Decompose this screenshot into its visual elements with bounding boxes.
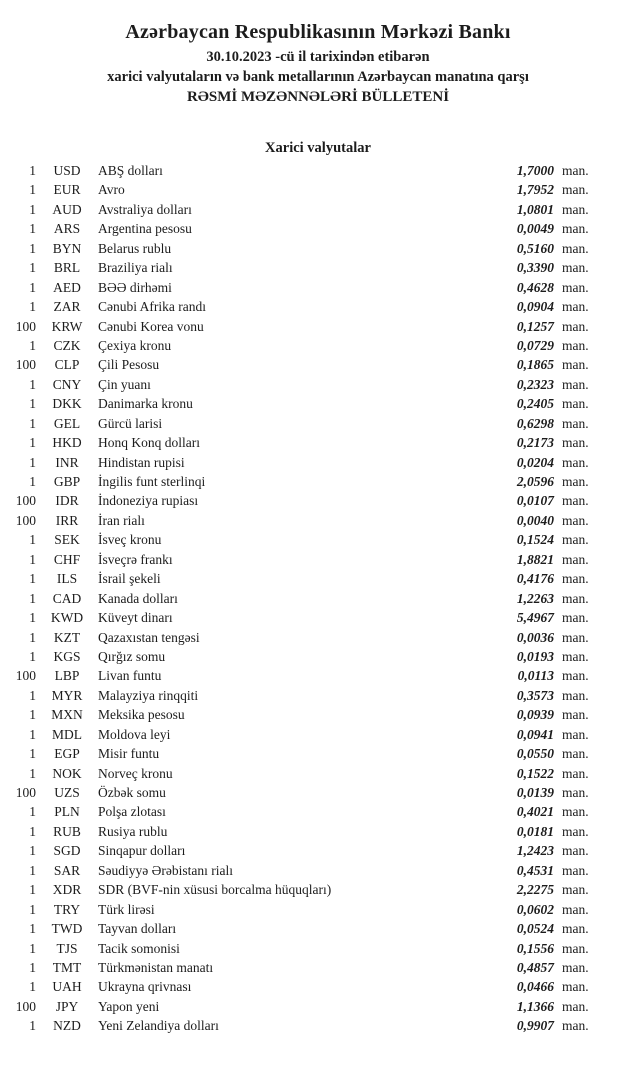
table-row bbox=[8, 958, 592, 977]
currency-code-cell: GEL bbox=[53, 415, 81, 431]
rate-value-cell: 0,3390 bbox=[516, 260, 554, 276]
unit-label-cell: man. bbox=[562, 396, 589, 412]
table-row bbox=[8, 239, 592, 258]
currency-name-cell: Hindistan rupisi bbox=[98, 454, 185, 470]
quantity-cell: 100 bbox=[15, 785, 36, 800]
unit-label-cell: man. bbox=[562, 707, 589, 723]
currency-name-cell: Malayziya rinqqiti bbox=[98, 687, 199, 703]
rate-value-cell: 0,4628 bbox=[516, 279, 554, 295]
currency-code-cell: KWD bbox=[50, 610, 84, 626]
unit-label-cell: man. bbox=[562, 940, 589, 956]
currency-code-cell: UAH bbox=[52, 979, 82, 995]
quantity-cell: 1 bbox=[29, 823, 36, 839]
table-row bbox=[8, 744, 592, 763]
currency-name-cell: Gürcü larisi bbox=[98, 415, 163, 431]
currency-code-cell: EUR bbox=[53, 182, 81, 198]
quantity-cell: 100 bbox=[15, 668, 36, 684]
table-row bbox=[8, 317, 592, 336]
unit-label-cell: man. bbox=[562, 979, 589, 995]
currency-name-cell: Kanada dolları bbox=[98, 590, 178, 606]
quantity-cell: 1 bbox=[29, 746, 36, 762]
rate-value-cell: 1,7952 bbox=[516, 182, 554, 198]
rate-value-cell: 0,0139 bbox=[516, 785, 554, 800]
currency-name-cell: Küveyt dinarı bbox=[98, 610, 173, 626]
quantity-cell: 1 bbox=[29, 435, 36, 451]
rate-value-cell: 0,4857 bbox=[516, 959, 554, 975]
currency-code-cell: ARS bbox=[53, 221, 81, 237]
currency-code-cell: TJS bbox=[56, 940, 78, 956]
table-row bbox=[8, 219, 592, 238]
currency-name-cell: Yeni Zelandiya dolları bbox=[98, 1018, 219, 1034]
unit-label-cell: man. bbox=[562, 590, 589, 606]
currency-code-cell: MYR bbox=[51, 687, 83, 703]
unit-label-cell: man. bbox=[562, 959, 589, 975]
table-row bbox=[8, 180, 592, 199]
quantity-cell: 1 bbox=[29, 882, 36, 898]
quantity-cell: 1 bbox=[29, 610, 36, 626]
table-row bbox=[8, 1016, 592, 1035]
currency-name-cell: Qırğız somu bbox=[98, 648, 166, 664]
currency-name-cell: Livan funtu bbox=[98, 668, 162, 684]
quantity-cell: 1 bbox=[29, 396, 36, 412]
quantity-cell: 1 bbox=[29, 299, 36, 315]
currency-code-cell: BYN bbox=[52, 240, 82, 256]
rate-value-cell: 0,2323 bbox=[516, 376, 554, 392]
table-row bbox=[8, 919, 592, 938]
table-row bbox=[8, 161, 592, 180]
table-row bbox=[8, 550, 592, 569]
unit-label-cell: man. bbox=[562, 901, 589, 917]
table-row bbox=[8, 997, 592, 1016]
quantity-cell: 1 bbox=[29, 979, 36, 995]
currency-name-cell: BƏƏ dirhəmi bbox=[98, 279, 172, 295]
currency-name-cell: Tacik somonisi bbox=[98, 940, 180, 956]
table-row bbox=[8, 647, 592, 666]
unit-label-cell: man. bbox=[562, 862, 589, 878]
table-row bbox=[8, 278, 592, 297]
currency-name-cell: İndoneziya rupiası bbox=[98, 493, 199, 509]
currency-name-cell: Rusiya rublu bbox=[98, 823, 168, 839]
table-row bbox=[8, 375, 592, 394]
currency-name-cell: Çin yuanı bbox=[98, 376, 151, 392]
table-row bbox=[8, 686, 592, 705]
rate-value-cell: 0,0729 bbox=[516, 337, 554, 353]
quantity-cell: 1 bbox=[29, 629, 36, 645]
rate-value-cell: 1,2263 bbox=[516, 590, 554, 606]
currency-name-cell: İsveç kronu bbox=[98, 532, 162, 548]
unit-label-cell: man. bbox=[562, 610, 589, 626]
unit-label-cell: man. bbox=[562, 318, 589, 334]
table-row bbox=[8, 802, 592, 821]
table-row bbox=[8, 783, 592, 802]
rate-value-cell: 0,1524 bbox=[516, 532, 554, 548]
unit-label-cell: man. bbox=[562, 240, 589, 256]
table-row bbox=[8, 569, 592, 588]
rate-value-cell: 0,0466 bbox=[516, 979, 554, 995]
table-row bbox=[8, 666, 592, 685]
currency-code-cell: CHF bbox=[53, 551, 81, 567]
table-row bbox=[8, 841, 592, 860]
currency-name-cell: Avstraliya dolları bbox=[98, 201, 192, 217]
unit-label-cell: man. bbox=[562, 1018, 589, 1034]
currency-name-cell: Tayvan dolları bbox=[98, 921, 177, 937]
quantity-cell: 1 bbox=[29, 240, 36, 256]
quantity-cell: 1 bbox=[29, 921, 36, 937]
unit-label-cell: man. bbox=[562, 512, 589, 528]
quantity-cell: 1 bbox=[29, 182, 36, 198]
rate-value-cell: 5,4967 bbox=[516, 610, 554, 626]
quantity-cell: 1 bbox=[29, 959, 36, 975]
bank-name: Azərbaycan Respublikasının Mərkəzi Bankı bbox=[125, 21, 511, 43]
unit-label-cell: man. bbox=[562, 746, 589, 762]
currency-code-cell: INR bbox=[55, 454, 79, 470]
unit-label-cell: man. bbox=[562, 299, 589, 315]
rate-value-cell: 0,4021 bbox=[516, 804, 554, 820]
quantity-cell: 1 bbox=[29, 940, 36, 956]
table-row bbox=[8, 433, 592, 452]
quantity-cell: 1 bbox=[29, 648, 36, 664]
table-row bbox=[8, 336, 592, 355]
unit-label-cell: man. bbox=[562, 201, 589, 217]
rate-value-cell: 0,0204 bbox=[516, 454, 554, 470]
bulletin-title: RƏSMİ MƏZƏNNƏLƏRİ BÜLLETENİ bbox=[186, 89, 450, 105]
unit-label-cell: man. bbox=[562, 882, 589, 898]
rate-value-cell: 1,1366 bbox=[516, 998, 554, 1014]
unit-label-cell: man. bbox=[562, 454, 589, 470]
quantity-cell: 1 bbox=[29, 804, 36, 820]
table-row bbox=[8, 725, 592, 744]
rate-value-cell: 0,0181 bbox=[516, 823, 554, 839]
table-row bbox=[8, 705, 592, 724]
currency-code-cell: MXN bbox=[51, 707, 83, 723]
rate-value-cell: 1,2423 bbox=[516, 843, 554, 859]
currency-name-cell: Honq Konq dolları bbox=[98, 435, 200, 451]
unit-label-cell: man. bbox=[562, 532, 589, 548]
quantity-cell: 100 bbox=[15, 318, 36, 334]
currency-code-cell: ZAR bbox=[53, 299, 81, 315]
table-row bbox=[8, 530, 592, 549]
quantity-cell: 1 bbox=[29, 454, 36, 470]
currency-name-cell: İngilis funt sterlinqi bbox=[98, 474, 206, 489]
unit-label-cell: man. bbox=[562, 376, 589, 392]
table-row bbox=[8, 628, 592, 647]
rate-value-cell: 0,0602 bbox=[516, 901, 554, 917]
table-row bbox=[8, 511, 592, 530]
currency-code-cell: HKD bbox=[52, 435, 82, 451]
currency-name-cell: Argentina pesosu bbox=[98, 221, 192, 237]
unit-label-cell: man. bbox=[562, 668, 589, 684]
quantity-cell: 100 bbox=[15, 357, 36, 373]
table-row bbox=[8, 472, 592, 491]
rate-value-cell: 0,0904 bbox=[516, 299, 554, 315]
exchange-rates-table bbox=[0, 161, 620, 1036]
table-row bbox=[8, 453, 592, 472]
unit-label-cell: man. bbox=[562, 921, 589, 937]
table-row bbox=[8, 258, 592, 277]
rate-value-cell: 1,7000 bbox=[516, 163, 554, 178]
currency-code-cell: MDL bbox=[52, 726, 82, 742]
currency-name-cell: Türkmənistan manatı bbox=[98, 959, 214, 975]
section-title-foreign-currencies: Xarici valyutalar bbox=[265, 140, 371, 156]
quantity-cell: 1 bbox=[29, 687, 36, 703]
unit-label-cell: man. bbox=[562, 357, 589, 373]
table-row bbox=[8, 608, 592, 627]
currency-code-cell: BRL bbox=[53, 260, 81, 276]
table-row bbox=[8, 880, 592, 899]
currency-code-cell: NZD bbox=[53, 1018, 81, 1034]
rate-value-cell: 0,2405 bbox=[516, 396, 554, 412]
currency-code-cell: SGD bbox=[53, 843, 81, 859]
quantity-cell: 1 bbox=[29, 474, 36, 489]
currency-code-cell: SEK bbox=[54, 532, 80, 548]
quantity-cell: 100 bbox=[15, 493, 36, 509]
currency-code-cell: TMT bbox=[52, 959, 82, 975]
rate-value-cell: 2,0596 bbox=[516, 474, 554, 489]
rate-value-cell: 0,0941 bbox=[516, 726, 554, 742]
quantity-cell: 1 bbox=[29, 279, 36, 295]
quantity-cell: 1 bbox=[29, 765, 36, 781]
currency-name-cell: İran rialı bbox=[98, 512, 145, 528]
rate-value-cell: 0,4531 bbox=[516, 862, 554, 878]
quantity-cell: 1 bbox=[29, 571, 36, 587]
currency-code-cell: DKK bbox=[52, 396, 82, 412]
table-row bbox=[8, 394, 592, 413]
currency-code-cell: JPY bbox=[55, 998, 79, 1014]
rate-value-cell: 0,0193 bbox=[516, 648, 554, 664]
currency-name-cell: Türk lirəsi bbox=[98, 901, 155, 917]
currency-name-cell: İsveçrə frankı bbox=[98, 551, 173, 567]
currency-name-cell: Danimarka kronu bbox=[98, 396, 193, 412]
rate-value-cell: 0,9907 bbox=[516, 1018, 554, 1034]
rate-value-cell: 0,1522 bbox=[516, 765, 554, 781]
rate-value-cell: 0,5160 bbox=[516, 240, 554, 256]
currency-code-cell: AED bbox=[53, 279, 81, 295]
rate-value-cell: 0,1865 bbox=[516, 357, 554, 373]
unit-label-cell: man. bbox=[562, 415, 589, 431]
table-row bbox=[8, 200, 592, 219]
currency-code-cell: EGP bbox=[54, 746, 80, 762]
unit-label-cell: man. bbox=[562, 629, 589, 645]
currency-code-cell: NOK bbox=[52, 765, 82, 781]
quantity-cell: 1 bbox=[29, 551, 36, 567]
rate-value-cell: 0,6298 bbox=[516, 415, 554, 431]
currency-name-cell: Belarus rublu bbox=[98, 240, 172, 256]
currency-code-cell: KGS bbox=[53, 648, 81, 664]
unit-label-cell: man. bbox=[562, 687, 589, 703]
unit-label-cell: man. bbox=[562, 785, 589, 800]
table-row bbox=[8, 977, 592, 996]
unit-label-cell: man. bbox=[562, 998, 589, 1014]
currency-name-cell: Sinqapur dolları bbox=[98, 843, 186, 859]
quantity-cell: 1 bbox=[29, 1018, 36, 1034]
rate-value-cell: 0,2173 bbox=[516, 435, 554, 451]
quantity-cell: 1 bbox=[29, 415, 36, 431]
currency-name-cell: İsrail şekeli bbox=[98, 571, 161, 587]
rate-value-cell: 0,3573 bbox=[516, 687, 554, 703]
unit-label-cell: man. bbox=[562, 804, 589, 820]
effective-date-line: 30.10.2023 -cü il tarixindən etibarən bbox=[206, 49, 430, 65]
unit-label-cell: man. bbox=[562, 765, 589, 781]
quantity-cell: 1 bbox=[29, 260, 36, 276]
quantity-cell: 1 bbox=[29, 901, 36, 917]
quantity-cell: 1 bbox=[29, 163, 36, 178]
subject-line: xarici valyutaların və bank metallarının Azərbaycan manatına qarşı bbox=[107, 69, 529, 85]
currency-code-cell: CZK bbox=[53, 337, 81, 353]
quantity-cell: 100 bbox=[15, 998, 36, 1014]
currency-code-cell: CLP bbox=[54, 357, 80, 373]
currency-code-cell: KRW bbox=[51, 318, 83, 334]
bulletin-header bbox=[0, 0, 620, 108]
currency-name-cell: Qazaxıstan tengəsi bbox=[98, 629, 200, 645]
currency-name-cell: Özbək somu bbox=[98, 785, 166, 800]
currency-code-cell: ILS bbox=[56, 571, 78, 587]
rate-value-cell: 0,0939 bbox=[516, 707, 554, 723]
currency-code-cell: CNY bbox=[52, 376, 82, 392]
unit-label-cell: man. bbox=[562, 163, 589, 178]
currency-code-cell: GBP bbox=[53, 474, 81, 489]
quantity-cell: 1 bbox=[29, 843, 36, 859]
rate-value-cell: 2,2275 bbox=[516, 882, 554, 898]
table-row bbox=[8, 939, 592, 958]
currency-code-cell: SAR bbox=[53, 862, 81, 878]
rate-value-cell: 0,0550 bbox=[516, 746, 554, 762]
unit-label-cell: man. bbox=[562, 435, 589, 451]
currency-code-cell: TWD bbox=[51, 921, 83, 937]
currency-code-cell: KZT bbox=[53, 629, 81, 645]
rate-value-cell: 1,8821 bbox=[516, 551, 554, 567]
currency-code-cell: USD bbox=[53, 163, 81, 178]
quantity-cell: 1 bbox=[29, 862, 36, 878]
table-row bbox=[8, 764, 592, 783]
currency-name-cell: ABŞ dolları bbox=[98, 163, 163, 178]
currency-code-cell: TRY bbox=[53, 901, 81, 917]
unit-label-cell: man. bbox=[562, 221, 589, 237]
currency-code-cell: AUD bbox=[52, 201, 82, 217]
table-row bbox=[8, 491, 592, 510]
currency-code-cell: XDR bbox=[52, 882, 82, 898]
currency-name-cell: Misir funtu bbox=[98, 746, 160, 762]
unit-label-cell: man. bbox=[562, 843, 589, 859]
table-row bbox=[8, 900, 592, 919]
unit-label-cell: man. bbox=[562, 726, 589, 742]
currency-code-cell: LBP bbox=[54, 668, 80, 684]
rate-value-cell: 0,0040 bbox=[516, 512, 554, 528]
quantity-cell: 1 bbox=[29, 376, 36, 392]
table-row bbox=[8, 589, 592, 608]
currency-name-cell: Çili Pesosu bbox=[98, 357, 160, 373]
quantity-cell: 1 bbox=[29, 532, 36, 548]
quantity-cell: 100 bbox=[15, 512, 36, 528]
quantity-cell: 1 bbox=[29, 707, 36, 723]
currency-code-cell: PLN bbox=[54, 804, 80, 820]
currency-name-cell: Cənubi Korea vonu bbox=[98, 318, 204, 334]
rate-value-cell: 0,4176 bbox=[516, 571, 554, 587]
currency-code-cell: UZS bbox=[54, 785, 80, 800]
currency-code-cell: CAD bbox=[52, 590, 82, 606]
currency-name-cell: Çexiya kronu bbox=[98, 337, 172, 353]
currency-name-cell: Cənubi Afrika randı bbox=[98, 299, 206, 315]
table-row bbox=[8, 414, 592, 433]
rate-value-cell: 0,1257 bbox=[516, 318, 554, 334]
currency-name-cell: Avro bbox=[98, 182, 125, 198]
currency-name-cell: Moldova leyi bbox=[98, 726, 171, 742]
unit-label-cell: man. bbox=[562, 279, 589, 295]
currency-code-cell: RUB bbox=[53, 823, 81, 839]
unit-label-cell: man. bbox=[562, 648, 589, 664]
unit-label-cell: man. bbox=[562, 474, 589, 489]
rate-value-cell: 0,0107 bbox=[516, 493, 554, 509]
currency-name-cell: Polşa zlotası bbox=[98, 804, 166, 820]
quantity-cell: 1 bbox=[29, 201, 36, 217]
currency-code-cell: IRR bbox=[55, 512, 79, 528]
unit-label-cell: man. bbox=[562, 337, 589, 353]
rate-value-cell: 1,0801 bbox=[516, 201, 554, 217]
rate-value-cell: 0,0049 bbox=[516, 221, 554, 237]
quantity-cell: 1 bbox=[29, 590, 36, 606]
currency-code-cell: IDR bbox=[55, 493, 79, 509]
table-row bbox=[8, 355, 592, 374]
currency-name-cell: SDR (BVF-nin xüsusi borcalma hüquqları) bbox=[98, 882, 332, 898]
currency-name-cell: Meksika pesosu bbox=[98, 707, 185, 723]
unit-label-cell: man. bbox=[562, 823, 589, 839]
unit-label-cell: man. bbox=[562, 551, 589, 567]
table-row bbox=[8, 822, 592, 841]
currency-name-cell: Yapon yeni bbox=[98, 998, 160, 1014]
currency-name-cell: Norveç kronu bbox=[98, 765, 173, 781]
unit-label-cell: man. bbox=[562, 182, 589, 198]
unit-label-cell: man. bbox=[562, 260, 589, 276]
rate-value-cell: 0,1556 bbox=[516, 940, 554, 956]
currency-name-cell: Səudiyyə Ərəbistanı rialı bbox=[98, 862, 233, 878]
table-row bbox=[8, 297, 592, 316]
table-row bbox=[8, 861, 592, 880]
unit-label-cell: man. bbox=[562, 493, 589, 509]
quantity-cell: 1 bbox=[29, 726, 36, 742]
rate-value-cell: 0,0036 bbox=[516, 629, 554, 645]
currency-name-cell: Ukrayna qrivnası bbox=[98, 979, 192, 995]
quantity-cell: 1 bbox=[29, 221, 36, 237]
rate-value-cell: 0,0524 bbox=[516, 921, 554, 937]
rate-value-cell: 0,0113 bbox=[517, 668, 554, 684]
quantity-cell: 1 bbox=[29, 337, 36, 353]
unit-label-cell: man. bbox=[562, 571, 589, 587]
currency-name-cell: Braziliya rialı bbox=[98, 260, 173, 276]
